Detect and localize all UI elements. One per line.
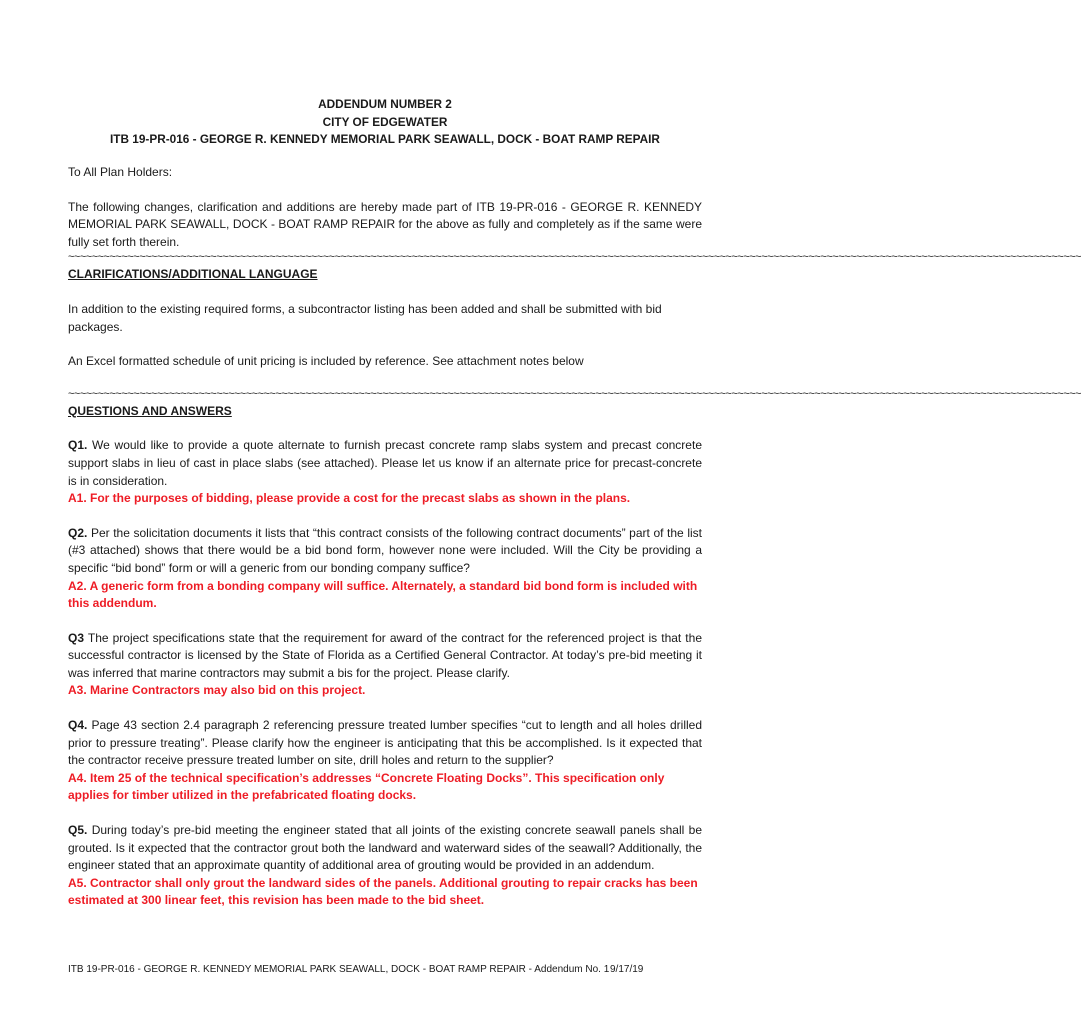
qa-item	[68, 822, 702, 910]
question-label: Q3	[68, 630, 85, 645]
question-text: Page 43 section 2.4 paragraph 2 referencing pressure treated lumber specifies “cut to length and all holes drilled prior to pressure treating”. Please clarify how the engineer is anticipating that this be accomplished. Is it expected that the contractor receive pressure treated lumber on site, drill holes and return to the supplier?	[68, 718, 702, 768]
qa-item	[68, 630, 702, 700]
question-text: During today’s pre-bid meeting the engineer stated that all joints of the existing concrete seawall panels shall be grouted. Is it expected that the contractor grout both the landward and waterward sides of the seawall? Additionally, the engineer stated that an approximate quantity of additional area of grouting would be provided in an addendum.	[68, 823, 702, 873]
intro-paragraph: The following changes, clarification and additions are hereby made part of ITB 19-PR-016 - GEORGE R. KENNEDY MEMORIAL PARK SEAWALL, DOCK - BOAT RAMP REPAIR for the above as fully and completely as if the same were fully set forth therein.	[68, 199, 702, 249]
clarification-paragraph: In addition to the existing required forms, a subcontractor listing has been added and shall be submitted with bid packages.	[68, 301, 662, 334]
qa-title: QUESTIONS AND ANSWERS	[68, 403, 232, 418]
clarifications-title: CLARIFICATIONS/ADDITIONAL LANGUAGE	[68, 267, 318, 282]
answer-text: A3. Marine Contractors may also bid on this project.	[68, 683, 366, 698]
answer-text: A5. Contractor shall only grout the landward sides of the panels. Additional grouting to repair cracks has been estimated at 300 linear feet, this revision has been made to the bid sheet.	[68, 875, 698, 908]
qa-item	[68, 437, 702, 507]
question-paragraph	[68, 437, 702, 490]
page-footer	[68, 964, 702, 975]
clarification-paragraph: An Excel formatted schedule of unit pricing is included by reference. See attachment notes below	[68, 354, 584, 369]
tilde-separator: ~~~~~~~~~~~~~~~~~~~~~~~~~~~~~~~~~~~~~~~~~~~~~~~~~~~~~~~~~~~~~~~~~~~~~~~~~~~~~~~~~~~~~~~~~~~~~~~~~~~~~~~~~~~~~~~~~~~~~~~~~~~~~~~~~~~~~~~~~~~~~~~~~~~~~~~~~~~~~~~~~~~~~~~~~~~	[68, 387, 1081, 400]
answer-text: A4. Item 25 of the technical specification’s addresses “Concrete Floating Docks”. This specification only applies for timber utilized in the prefabricated floating docks.	[68, 770, 665, 803]
question-label: Q5.	[68, 823, 88, 838]
question-text: The project specifications state that the requirement for award of the contract for the referenced project is that the successful contractor is licensed by the State of Florida as a Certified General Contractor. At today’s pre-bid meeting it was inferred that marine contractors may submit a bis for the project. Please clarify.	[68, 630, 702, 680]
question-text: Per the solicitation documents it lists that “this contract consists of the following contract documents” part of the list (#3 attached) shows that there would be a bid bond form, however none were included. Will the City be providing a specific “bid bond” form or will a generic from our bonding company suffice?	[68, 525, 702, 575]
question-text: We would like to provide a quote alternate to furnish precast concrete ramp slabs system and precast concrete support slabs in lieu of cast in place slabs (see attached). Please let us know if an alternate price for precast-concrete is in consideration.	[68, 438, 702, 488]
document-header	[68, 96, 702, 149]
qa-item	[68, 717, 702, 805]
question-paragraph	[68, 525, 702, 578]
question-paragraph	[68, 822, 702, 875]
qa-item	[68, 525, 702, 613]
answer-text: A2. A generic form from a bonding company will suffice. Alternately, a standard bid bond form is included with this addendum.	[68, 578, 698, 611]
question-label: Q4.	[68, 718, 88, 733]
question-label: Q2.	[68, 525, 88, 540]
question-label: Q1.	[68, 438, 88, 453]
itb-title-heading: ITB 19-PR-016 - GEORGE R. KENNEDY MEMORIAL PARK SEAWALL, DOCK - BOAT RAMP REPAIR	[110, 132, 660, 146]
question-paragraph	[68, 630, 702, 683]
footer-date: 9/17/19	[610, 964, 644, 975]
answer-text: A1. For the purposes of bidding, please provide a cost for the precast slabs as shown in the plans.	[68, 491, 631, 506]
question-paragraph	[68, 717, 702, 770]
footer-text: ITB 19-PR-016 - GEORGE R. KENNEDY MEMORIAL PARK SEAWALL, DOCK - BOAT RAMP REPAIR - Addendum No. 1	[68, 964, 610, 975]
document-body	[68, 164, 1081, 910]
city-heading: CITY OF EDGEWATER	[322, 114, 448, 129]
tilde-separator: ~~~~~~~~~~~~~~~~~~~~~~~~~~~~~~~~~~~~~~~~~~~~~~~~~~~~~~~~~~~~~~~~~~~~~~~~~~~~~~~~~~~~~~~~~~~~~~~~~~~~~~~~~~~~~~~~~~~~~~~~~~~~~~~~~~~~~~~~~~~~~~~~~~~~~~~~~~~~~~~~~~~~~~~~~~~	[68, 251, 1081, 264]
salutation: To All Plan Holders:	[68, 165, 173, 179]
addendum-number-heading: ADDENDUM NUMBER 2	[318, 97, 452, 111]
